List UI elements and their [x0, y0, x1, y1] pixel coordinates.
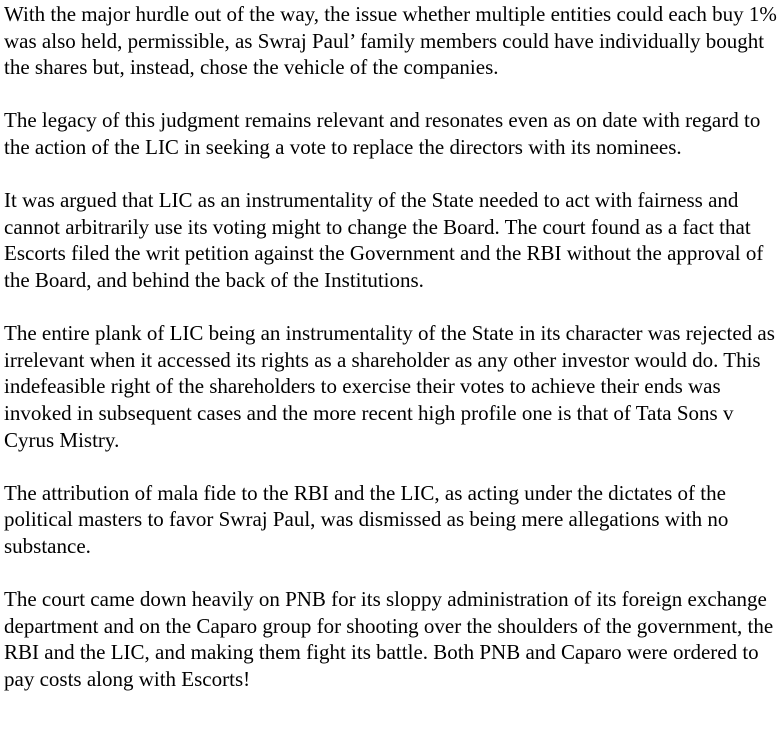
paragraph-1: With the major hurdle out of the way, the issue whether multiple entities could each buy 1% was also held, permissible, as Swraj Paul’ family members could have individually bought the shares but, instead, chose the vehicle of the companies. — [4, 2, 777, 80]
paragraph-6: The court came down heavily on PNB for its sloppy administration of its foreign exchange department and on the Caparo group for shooting over the shoulders of the government, the RBI and the LIC, and making them fight its battle. Both PNB and Caparo were ordered to pay costs along with Escorts! — [4, 587, 774, 691]
document-body — [4, 1, 780, 692]
paragraph-3: It was argued that LIC as an instrumentality of the State needed to act with fairness and cannot arbitrarily use its voting might to change the Board. The court found as a fact that Escorts filed the writ petition against the Government and the RBI without the approval of the Board, and behind the back of the Institutions. — [4, 188, 764, 292]
paragraph-2: The legacy of this judgment remains relevant and resonates even as on date with regard to the action of the LIC in seeking a vote to replace the directors with its nominees. — [4, 108, 761, 159]
paragraph-5: The attribution of mala fide to the RBI and the LIC, as acting under the dictates of the political masters to favor Swraj Paul, was dismissed as being mere allegations with no substance. — [4, 480, 729, 558]
paragraph-4: The entire plank of LIC being an instrumentality of the State in its character was rejected as irrelevant when it accessed its rights as a shareholder as any other investor would do. This indefeasible right of the shareholders to exercise their votes to achieve their ends was invoked in subsequent cases and the more recent high profile one is that of Tata Sons v Cyrus Mistry. — [4, 321, 775, 452]
